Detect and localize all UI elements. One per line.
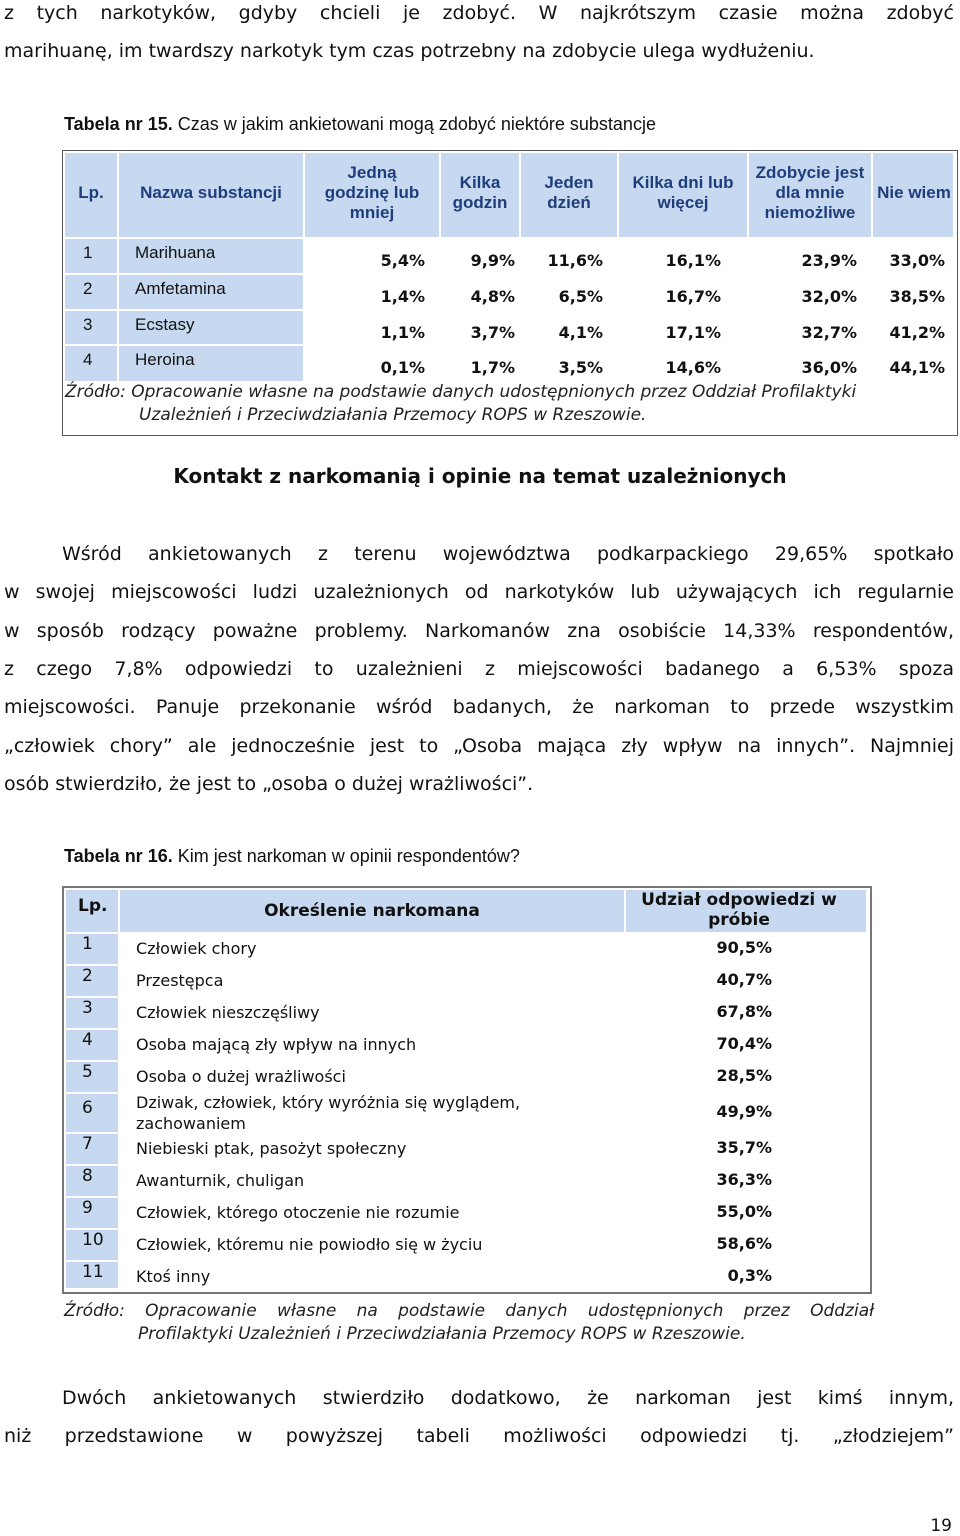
row-lp: 4 [82, 1030, 93, 1050]
row-substance-name: Amfetamina [135, 279, 226, 298]
table16-caption-text: Kim jest narkoman w opinii respondentów? [172, 846, 520, 866]
row-lp: 1 [82, 934, 93, 954]
row-value-dont-know: 38,5% [889, 287, 945, 306]
row-substance-name: Marihuana [135, 243, 216, 262]
row-lp: 8 [82, 1166, 93, 1186]
paragraph-line: Wśród ankietowanych z terenu województwa podkarpackiego 29,65% spotkało [62, 543, 954, 565]
row-description: Osoba o dużej wrażliwości [136, 1067, 346, 1086]
paragraph-line: w swojej miejscowości ludzi uzależnionych od narkotyków lub używających ich regularnie [4, 581, 954, 603]
row-value-impossible: 32,7% [801, 323, 857, 342]
row-share-value: 67,8% [716, 1002, 772, 1021]
row-description: Niebieski ptak, pasożyt społeczny [136, 1139, 407, 1158]
row-share-value: 55,0% [716, 1202, 772, 1221]
row-divider [65, 273, 303, 275]
row-value-one-day: 6,5% [558, 287, 603, 306]
row-lp: 2 [83, 279, 93, 298]
row-description: Człowiek, któremu nie powiodło się w życiu [136, 1235, 483, 1254]
row-description: Dziwak, człowiek, który wyróżnia się wyglądem, zachowaniem [136, 1093, 521, 1133]
row-value-dont-know: 44,1% [889, 358, 945, 377]
row-share-value: 49,9% [716, 1102, 772, 1121]
row-share-value: 58,6% [716, 1234, 772, 1253]
paragraph-line: osób stwierdziło, że jest to „osoba o dużej wrażliwości”. [4, 773, 534, 795]
paragraph-line: miejscowości. Panuje przekonanie wśród badanych, że narkoman to przede wszystkim [4, 696, 954, 718]
intro-line-1: z tych narkotyków, gdyby chcieli je zdobyć. W najkrótszym czasie można zdobyć [4, 2, 954, 24]
row-description: Człowiek, którego otoczenie nie rozumie [136, 1203, 460, 1222]
header-impossible: Zdobycie jest dla mnie niemożliwe [755, 163, 865, 222]
row-lp: 5 [82, 1062, 93, 1082]
row-value-few-days: 16,7% [665, 287, 721, 306]
row-divider [65, 309, 303, 311]
row-value-impossible: 23,9% [801, 251, 857, 270]
substance-table [62, 150, 958, 436]
row-substance-name: Heroina [135, 350, 195, 369]
row-value-few-hours: 4,8% [470, 287, 515, 306]
row-value-impossible: 36,0% [801, 358, 857, 377]
header-one-day: Jeden dzień [544, 173, 594, 212]
row-value-few-days: 17,1% [665, 323, 721, 342]
table15-source-line-2: Uzależnień i Przeciwdziałania Przemocy ROPS w Rzeszowie. [139, 405, 647, 425]
table16-source-line-1: Źródło: Opracowanie własne na podstawie danych udostępnionych przez Oddział [64, 1301, 874, 1321]
row-value-one-hour: 0,1% [380, 358, 425, 377]
row-share-value: 36,3% [716, 1170, 772, 1189]
row-value-few-hours: 9,9% [470, 251, 515, 270]
table16-source [64, 1300, 874, 1346]
row-share-value: 90,5% [716, 938, 772, 957]
row-description: Człowiek nieszczęśliwy [136, 1003, 320, 1022]
page-number: 19 [930, 1516, 952, 1536]
row-lp: 9 [82, 1198, 93, 1218]
row-lp: 3 [83, 315, 93, 334]
row-share-value: 40,7% [716, 970, 772, 989]
row-lp: 1 [83, 243, 93, 262]
paragraph-line: z czego 7,8% odpowiedzi to uzależnieni z miejscowości badanego a 6,53% spoza [4, 658, 954, 680]
header-description: Określenie narkomana [264, 901, 480, 921]
row-value-one-hour: 1,1% [380, 323, 425, 342]
header-dont-know: Nie wiem [877, 183, 951, 202]
row-value-few-hours: 3,7% [470, 323, 515, 342]
row-share-value: 0,3% [727, 1266, 772, 1285]
row-value-one-day: 4,1% [558, 323, 603, 342]
table16-caption-label: Tabela nr 16. [64, 846, 173, 866]
row-lp: 6 [82, 1098, 93, 1118]
row-share-value: 28,5% [716, 1066, 772, 1085]
row-lp: 10 [82, 1230, 104, 1250]
section-heading: Kontakt z narkomanią i opinie na temat uzależnionych [173, 464, 787, 488]
row-value-one-hour: 5,4% [380, 251, 425, 270]
row-lp: 11 [82, 1262, 104, 1282]
table15-caption-label: Tabela nr 15. [64, 114, 173, 134]
header-share: Udział odpowiedzi w próbie [641, 890, 837, 930]
closing-line-2: niż przedstawione w powyższej tabeli możliwości odpowiedzi tj. „złodziejem” [4, 1425, 954, 1447]
row-share-value: 70,4% [716, 1034, 772, 1053]
row-divider [66, 1092, 118, 1094]
row-divider [65, 237, 953, 239]
row-lp: 7 [82, 1134, 93, 1154]
header-substance-name: Nazwa substancji [140, 183, 282, 202]
row-description: Człowiek chory [136, 939, 257, 958]
row-lp: 3 [82, 998, 93, 1018]
paragraph-line: w sposób rodzący poważne problemy. Narkomanów zna osobiście 14,33% respondentów, [4, 620, 954, 642]
row-description: Przestępca [136, 971, 224, 990]
closing-line-1: Dwóch ankietowanych stwierdziło dodatkowo, że narkoman jest kimś innym, [62, 1387, 954, 1409]
row-lp: 4 [83, 350, 93, 369]
table15-caption [64, 114, 656, 135]
paragraph-line: „człowiek chory” ale jednocześnie jest to „Osoba mająca zły wpływ na innych”. Najmniej [4, 735, 954, 757]
row-value-few-days: 14,6% [665, 358, 721, 377]
header-few-days: Kilka dni lub więcej [632, 173, 734, 212]
row-description: Osoba mającą zły wpływ na innych [136, 1035, 417, 1054]
row-value-impossible: 32,0% [801, 287, 857, 306]
row-value-one-day: 3,5% [558, 358, 603, 377]
row-divider [65, 344, 303, 346]
intro-line-2: marihuanę, im twardszy narkotyk tym czas potrzebny na zdobycie ulega wydłużeniu. [4, 40, 815, 62]
table16-source-line-2: Profilaktyki Uzależnień i Przeciwdziałania Przemocy ROPS w Rzeszowie. [138, 1324, 746, 1344]
header-lp: Lp. [78, 183, 104, 202]
row-lp: 2 [82, 966, 93, 986]
column-divider [118, 890, 120, 1288]
table15-source [65, 381, 953, 431]
row-value-one-hour: 1,4% [380, 287, 425, 306]
row-value-few-days: 16,1% [665, 251, 721, 270]
table15-source-line-1: Źródło: Opracowanie własne na podstawie danych udostępnionych przez Oddział Profilaktyki [65, 382, 857, 402]
addict-opinion-table [62, 886, 872, 1294]
row-description: Ktoś inny [136, 1267, 211, 1286]
row-value-dont-know: 41,2% [889, 323, 945, 342]
row-substance-name: Ecstasy [135, 315, 195, 334]
row-share-value: 35,7% [716, 1138, 772, 1157]
row-description: Awanturnik, chuligan [136, 1171, 305, 1190]
column-divider [624, 890, 626, 1288]
row-value-one-day: 11,6% [547, 251, 603, 270]
header-few-hours: Kilka godzin [452, 173, 508, 212]
table16-caption [64, 846, 520, 867]
row-value-dont-know: 33,0% [889, 251, 945, 270]
table15-caption-text: Czas w jakim ankietowani mogą zdobyć niektóre substancje [172, 114, 656, 134]
row-value-few-hours: 1,7% [470, 358, 515, 377]
header-one-hour: Jedną godzinę lub mniej [324, 163, 420, 222]
header-lp: Lp. [78, 896, 108, 916]
